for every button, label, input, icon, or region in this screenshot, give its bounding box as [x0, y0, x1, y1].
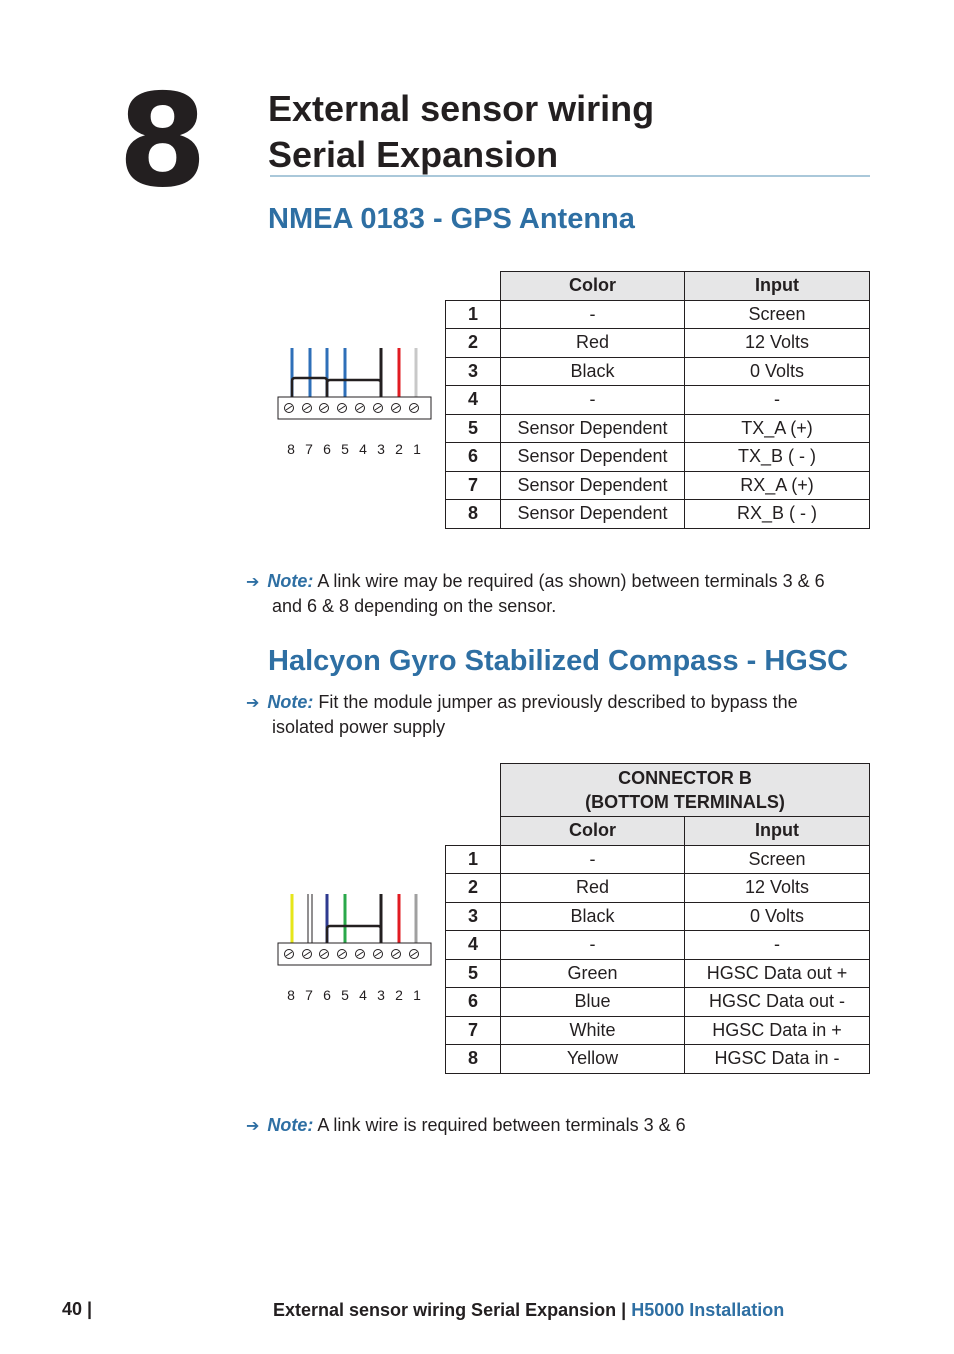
table-row: 4 - -	[446, 386, 870, 415]
table-row: 2 Red 12 Volts	[446, 874, 870, 903]
terminal-label: 5	[341, 441, 349, 457]
section-heading-hgsc: Halcyon Gyro Stabilized Compass - HGSC	[268, 645, 849, 677]
connector-header: CONNECTOR B (BOTTOM TERMINALS)	[501, 764, 870, 817]
terminal-label: 2	[395, 987, 403, 1003]
note-link-wire-nmea: ➔ Note: A link wire may be required (as shown) between terminals 3 & 6 and 6 & 8 depending on the sensor.	[246, 571, 825, 616]
pin-table-hgsc	[445, 763, 870, 1074]
terminal-label: 2	[395, 441, 403, 457]
terminal-block-diagram-nmea	[275, 345, 435, 460]
table-row: 1 - Screen	[446, 300, 870, 329]
arrow-right-icon: ➔	[246, 572, 260, 591]
arrow-right-icon: ➔	[246, 693, 260, 712]
terminal-label: 4	[359, 987, 367, 1003]
table-row: 7 Sensor Dependent RX_A (+)	[446, 471, 870, 500]
terminal-block-diagram-hgsc	[275, 891, 435, 1006]
terminal-label: 1	[413, 987, 421, 1003]
table-row: 3 Black 0 Volts	[446, 357, 870, 386]
table-row: 8 Yellow HGSC Data in -	[446, 1045, 870, 1074]
terminal-label: 3	[377, 987, 385, 1003]
table-row: 6 Sensor Dependent TX_B ( - )	[446, 443, 870, 472]
terminal-label: 1	[413, 441, 421, 457]
pin-table-nmea	[445, 271, 870, 529]
table-row: 6 Blue HGSC Data out -	[446, 988, 870, 1017]
terminal-label: 5	[341, 987, 349, 1003]
chapter-number: 8	[118, 67, 208, 216]
column-header-input: Input	[685, 817, 870, 846]
terminal-label: 3	[377, 441, 385, 457]
table-row: 1 - Screen	[446, 845, 870, 874]
terminal-label: 6	[323, 441, 331, 457]
note-module-jumper: ➔ Note: Fit the module jumper as previously described to bypass the isolated power supply	[246, 692, 798, 737]
note-link-wire-hgsc: ➔ Note: A link wire is required between terminals 3 & 6	[246, 1115, 686, 1135]
table-row: 5 Sensor Dependent TX_A (+)	[446, 414, 870, 443]
page-number: 40 |	[62, 1299, 93, 1319]
column-header-color: Color	[501, 817, 685, 846]
table-row: 8 Sensor Dependent RX_B ( - )	[446, 500, 870, 529]
terminal-label: 7	[305, 441, 313, 457]
column-header-input: Input	[685, 272, 870, 301]
chapter-title	[268, 86, 654, 178]
table-row: 4 - -	[446, 931, 870, 960]
terminal-label: 8	[287, 987, 295, 1003]
chapter-title-line2: Serial Expansion	[268, 134, 559, 175]
section-heading-nmea: NMEA 0183 - GPS Antenna	[268, 203, 635, 235]
terminal-label: 7	[305, 987, 313, 1003]
terminal-label: 8	[287, 441, 295, 457]
footer-running-title: External sensor wiring Serial Expansion | H5000 Installation	[273, 1300, 785, 1320]
chapter-title-line1: External sensor wiring	[268, 88, 655, 129]
terminal-label: 4	[359, 441, 367, 457]
table-row: 5 Green HGSC Data out +	[446, 959, 870, 988]
terminal-label: 6	[323, 987, 331, 1003]
table-row: 3 Black 0 Volts	[446, 902, 870, 931]
table-row: 2 Red 12 Volts	[446, 329, 870, 358]
column-header-color: Color	[501, 272, 685, 301]
arrow-right-icon: ➔	[246, 1116, 260, 1135]
table-row: 7 White HGSC Data in +	[446, 1016, 870, 1045]
title-divider	[270, 175, 870, 177]
